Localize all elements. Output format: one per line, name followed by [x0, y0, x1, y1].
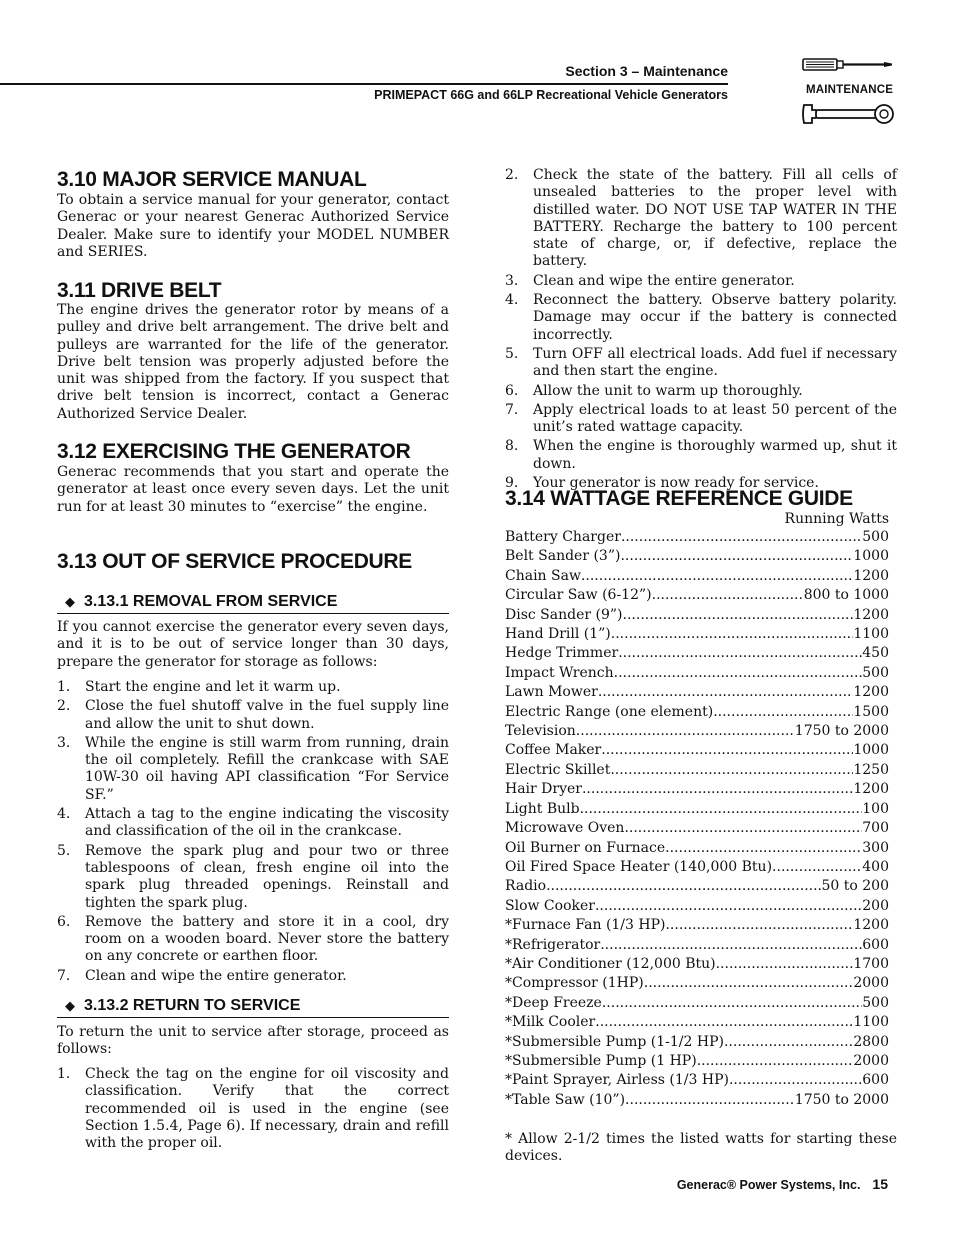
step-item — [57, 1066, 449, 1152]
dot-leader — [621, 528, 862, 547]
running-watts-value: 1750 to 2000 — [794, 723, 889, 740]
step-number: 2. — [57, 698, 71, 715]
subsection-3-13-2-intro: To return the unit to service after storage, proceed as follows: — [57, 1024, 449, 1058]
appliance-name: *Compressor (1HP) — [505, 975, 644, 992]
step-item — [505, 402, 897, 437]
step-text: When the engine is thoroughly warmed up, shut it down. — [533, 438, 897, 472]
footer-company: Generac® Power Systems, Inc. — [676, 1178, 861, 1192]
dot-leader — [665, 839, 862, 858]
step-item — [57, 843, 449, 912]
dot-leader — [611, 625, 854, 644]
running-watts-value: 1750 to 2000 — [794, 1091, 889, 1108]
appliance-name: *Deep Freeze — [505, 994, 602, 1011]
dot-leader — [601, 741, 853, 760]
wattage-row — [505, 625, 897, 644]
wattage-row — [505, 955, 897, 974]
wattage-row — [505, 606, 897, 625]
appliance-name: Belt Sander (3”) — [505, 548, 621, 565]
step-text: Your generator is now ready for service. — [533, 475, 819, 492]
dot-leader — [600, 936, 862, 955]
return-steps-list-part1 — [57, 1066, 449, 1154]
appliance-name: *Table Saw (10”) — [505, 1091, 626, 1108]
wattage-row — [505, 664, 897, 683]
step-item — [505, 292, 897, 344]
product-title: PRIMEPACT 66G and 66LP Recreational Vehicle Generators — [374, 88, 728, 102]
wattage-row — [505, 683, 897, 702]
wattage-row — [505, 528, 897, 547]
step-number: 4. — [57, 806, 71, 823]
wattage-row — [505, 858, 897, 877]
appliance-name: Disc Sander (9”) — [505, 606, 623, 623]
appliance-name: *Milk Cooler — [505, 1014, 596, 1031]
wrench-icon — [800, 99, 896, 129]
screwdriver-icon — [800, 55, 896, 77]
dot-leader — [644, 974, 854, 993]
running-watts-value: 1100 — [853, 1014, 889, 1031]
section-3-13-heading: 3.13 OUT OF SERVICE PROCEDURE — [57, 550, 412, 573]
step-number: 6. — [57, 913, 71, 930]
page-number: 15 — [872, 1176, 888, 1192]
appliance-name: *Air Conditioner (12,000 Btu) — [505, 955, 716, 972]
step-number: 5. — [505, 345, 519, 362]
wattage-row — [505, 586, 897, 605]
subsection-3-13-1-heading: ◆ 3.13.1 REMOVAL FROM SERVICE — [57, 592, 449, 614]
step-text: Turn OFF all electrical loads. Add fuel if necessary and then start the engine. — [533, 345, 897, 380]
running-watts-value: 500 — [862, 994, 889, 1011]
step-item — [505, 167, 897, 271]
appliance-name: Hedge Trimmer — [505, 645, 619, 662]
section-3-14-heading: 3.14 WATTAGE REFERENCE GUIDE — [505, 487, 853, 510]
step-item — [57, 735, 449, 804]
wattage-row — [505, 877, 897, 896]
wattage-row — [505, 1033, 897, 1052]
running-watts-value: 1000 — [853, 742, 889, 759]
wattage-row — [505, 1071, 897, 1090]
step-number: 6. — [505, 382, 519, 399]
appliance-name: Coffee Maker — [505, 742, 602, 759]
dot-leader — [716, 955, 854, 974]
wattage-row — [505, 761, 897, 780]
step-number: 3. — [505, 272, 519, 289]
running-watts-value: 1200 — [853, 567, 889, 584]
running-watts-value: 1200 — [853, 917, 889, 934]
step-number: 1. — [57, 1066, 71, 1082]
wattage-row — [505, 916, 897, 935]
dot-leader — [729, 1071, 862, 1090]
running-watts-value: 2800 — [853, 1033, 889, 1050]
running-watts-value: 1500 — [853, 703, 889, 720]
dot-leader — [595, 897, 862, 916]
wattage-row — [505, 644, 897, 663]
running-watts-value: 450 — [862, 645, 889, 662]
dot-leader — [623, 606, 854, 625]
dot-leader — [625, 1091, 795, 1110]
appliance-name: Television — [505, 723, 576, 740]
dot-leader — [724, 1033, 853, 1052]
running-watts-header: Running Watts — [784, 511, 889, 527]
dot-leader — [580, 800, 863, 819]
running-watts-value: 1200 — [853, 606, 889, 623]
appliance-name: Hair Dryer — [505, 781, 582, 798]
step-number: 8. — [505, 438, 519, 455]
subsection-3-13-1-intro: If you cannot exercise the generator every seven days, and it is to be out of service longer than 30 days, prepare the generator for storage as follows: — [57, 619, 449, 670]
running-watts-value: 50 to 200 — [821, 878, 889, 895]
subsection-3-13-2-heading: ◆ 3.13.2 RETURN TO SERVICE — [57, 996, 449, 1018]
page-footer — [600, 1176, 888, 1192]
dot-leader — [620, 547, 853, 566]
appliance-name: Microwave Oven — [505, 820, 625, 837]
section-3-10-heading: 3.10 MAJOR SERVICE MANUAL — [57, 168, 367, 191]
running-watts-value: 100 — [862, 800, 889, 817]
wattage-row — [505, 722, 897, 741]
wattage-row — [505, 567, 897, 586]
wattage-row — [505, 1013, 897, 1032]
dot-leader — [595, 1013, 853, 1032]
dot-leader — [618, 644, 862, 663]
dot-leader — [602, 994, 862, 1013]
maintenance-label: MAINTENANCE — [806, 84, 894, 96]
maintenance-badge — [800, 55, 896, 130]
running-watts-value: 600 — [862, 1072, 889, 1089]
step-text: Reconnect the battery. Observe battery polarity. Damage may occur if the battery is connected incorrectly. — [533, 292, 897, 343]
appliance-name: Oil Fired Space Heater (140,000 Btu) — [505, 858, 773, 875]
step-number: 3. — [57, 734, 71, 751]
step-text: Check the state of the battery. Fill all cells of unsealed batteries to the proper level with distilled water. DO NOT USE TAP WATER IN THE BATTERY. Recharge the battery to 100 percent state of charge, or, if defective, replace the battery. — [533, 167, 897, 270]
removal-steps-list — [57, 679, 449, 987]
running-watts-value: 2000 — [853, 975, 889, 992]
dot-leader — [576, 722, 795, 741]
running-watts-value: 1000 — [853, 548, 889, 565]
step-text: Allow the unit to warm up thoroughly. — [533, 382, 803, 399]
step-item — [505, 273, 897, 290]
diamond-bullet-icon: ◆ — [65, 998, 75, 1013]
running-watts-value: 800 to 1000 — [803, 587, 889, 604]
running-watts-value: 500 — [862, 529, 889, 545]
step-number: 4. — [505, 292, 519, 309]
step-number: 7. — [57, 967, 71, 984]
dot-leader — [697, 1052, 854, 1071]
appliance-name: Electric Skillet — [505, 761, 611, 778]
dot-leader — [624, 819, 862, 838]
appliance-name: Radio — [505, 878, 547, 895]
step-text: Check the tag on the engine for oil viscosity and classification. Verify that the correct recommended oil is used in the engine (see Section 1.5.4, Page 6). If necessary, drain and refill with the proper oil. — [85, 1066, 449, 1152]
wattage-row — [505, 819, 897, 838]
step-item — [505, 383, 897, 400]
step-text: Start the engine and let it warm up. — [85, 679, 341, 695]
section-3-12-body: Generac recommends that you start and operate the generator at least once every seven days. Let the unit run for at least 30 minutes to “exercise” the engine. — [57, 464, 449, 515]
appliance-name: Impact Wrench — [505, 664, 614, 681]
running-watts-value: 300 — [862, 839, 889, 856]
appliance-name: Lawn Mower — [505, 684, 598, 701]
step-text: Remove the battery and store it in a cool, dry room on a wooden board. Never store the battery on any concrete or earthen floor. — [85, 913, 449, 965]
step-item — [505, 438, 897, 473]
wattage-footnote: * Allow 2-1/2 times the listed watts for starting these devices. — [505, 1131, 897, 1165]
appliance-name: Battery Charger — [505, 529, 621, 545]
appliance-name: Circular Saw (6-12”) — [505, 587, 652, 604]
wattage-row — [505, 800, 897, 819]
running-watts-value: 1250 — [853, 761, 889, 778]
section-3-11-heading: 3.11 DRIVE BELT — [57, 279, 222, 302]
appliance-name: *Submersible Pump (1-1/2 HP) — [505, 1033, 724, 1050]
section-3-10-body: To obtain a service manual for your generator, contact Generac or your nearest Generac Authorized Service Dealer. Make sure to identify your MODEL NUMBER and SERIES. — [57, 192, 449, 260]
appliance-name: *Submersible Pump (1 HP) — [505, 1052, 697, 1069]
step-number: 7. — [505, 401, 519, 418]
running-watts-value: 1700 — [853, 955, 889, 972]
appliance-name: *Refrigerator — [505, 936, 601, 953]
running-watts-value: 400 — [862, 858, 889, 875]
dot-leader — [581, 567, 853, 586]
wattage-row — [505, 1091, 897, 1110]
appliance-name: Electric Range (one element) — [505, 703, 714, 720]
wattage-row — [505, 839, 897, 858]
section-3-12-heading: 3.12 EXERCISING THE GENERATOR — [57, 440, 411, 463]
step-text: Clean and wipe the entire generator. — [85, 967, 347, 984]
step-number: 2. — [505, 167, 519, 183]
step-text: Remove the spark plug and pour two or three tablespoons of clean, fresh engine oil into the spark plug threaded openings. Reinstall and tighten the spark plug. — [85, 842, 449, 911]
wattage-row — [505, 897, 897, 916]
wattage-row — [505, 703, 897, 722]
step-item — [57, 914, 449, 966]
wattage-row — [505, 1052, 897, 1071]
appliance-name: *Paint Sprayer, Airless (1/3 HP) — [505, 1072, 729, 1089]
running-watts-value: 1100 — [853, 626, 889, 643]
step-text: While the engine is still warm from running, drain the oil completely. Refill the crankcase with SAE 10W-30 oil having API classification “For Service SF.” — [85, 734, 449, 803]
dot-leader — [652, 586, 804, 605]
step-text: Clean and wipe the entire generator. — [533, 272, 795, 289]
step-number: 9. — [505, 475, 519, 492]
wattage-row — [505, 780, 897, 799]
appliance-name: Light Bulb — [505, 800, 580, 817]
appliance-name: Chain Saw — [505, 567, 581, 584]
page-header — [56, 62, 728, 103]
step-number: 5. — [57, 842, 71, 859]
running-watts-value: 700 — [862, 820, 889, 837]
running-watts-value: 1200 — [853, 684, 889, 701]
running-watts-value: 600 — [862, 936, 889, 953]
running-watts-value: 200 — [862, 897, 889, 914]
dot-leader — [610, 761, 853, 780]
dot-leader — [713, 703, 853, 722]
appliance-name: Oil Burner on Furnace — [505, 839, 666, 856]
step-item — [57, 679, 449, 696]
running-watts-value: 1200 — [853, 781, 889, 798]
step-item — [57, 968, 449, 985]
appliance-name: Hand Drill (1”) — [505, 626, 611, 643]
step-text: Close the fuel shutoff valve in the fuel supply line and allow the unit to shut down. — [85, 698, 449, 732]
running-watts-value: 500 — [862, 664, 889, 681]
wattage-row — [505, 974, 897, 993]
wattage-row — [505, 741, 897, 760]
step-item — [505, 346, 897, 381]
wattage-row — [505, 547, 897, 566]
appliance-name: Slow Cooker — [505, 897, 595, 914]
wattage-row — [505, 936, 897, 955]
dot-leader — [598, 683, 854, 702]
running-watts-value: 2000 — [853, 1052, 889, 1069]
step-item — [57, 698, 449, 733]
dot-leader — [772, 858, 862, 877]
dot-leader — [665, 916, 853, 935]
step-item — [57, 806, 449, 841]
return-steps-list-part2 — [505, 167, 897, 494]
diamond-bullet-icon: ◆ — [65, 594, 75, 609]
section-3-11-body: The engine drives the generator rotor by means of a pulley and drive belt arrangement. The drive belt and pulleys are warranted for the life of the generator. Drive belt tension was properly adjusted before the unit was shipped from the factory. If you suspect that drive belt tension is incorrect, contact a Generac Authorized Service Dealer. — [57, 302, 449, 422]
wattage-table — [505, 528, 897, 1110]
step-text: Apply electrical loads to at least 50 percent of the unit’s rated wattage capacity. — [533, 401, 897, 436]
dot-leader — [582, 780, 853, 799]
header-divider — [0, 83, 728, 85]
wattage-row — [505, 994, 897, 1013]
appliance-name: *Furnace Fan (1/3 HP) — [505, 917, 666, 934]
dot-leader — [546, 877, 821, 896]
step-number: 1. — [57, 679, 71, 695]
step-text: Attach a tag to the engine indicating the viscosity and classification of the oil in the crankcase. — [85, 806, 449, 840]
section-title: Section 3 – Maintenance — [565, 63, 728, 79]
dot-leader — [614, 664, 863, 683]
